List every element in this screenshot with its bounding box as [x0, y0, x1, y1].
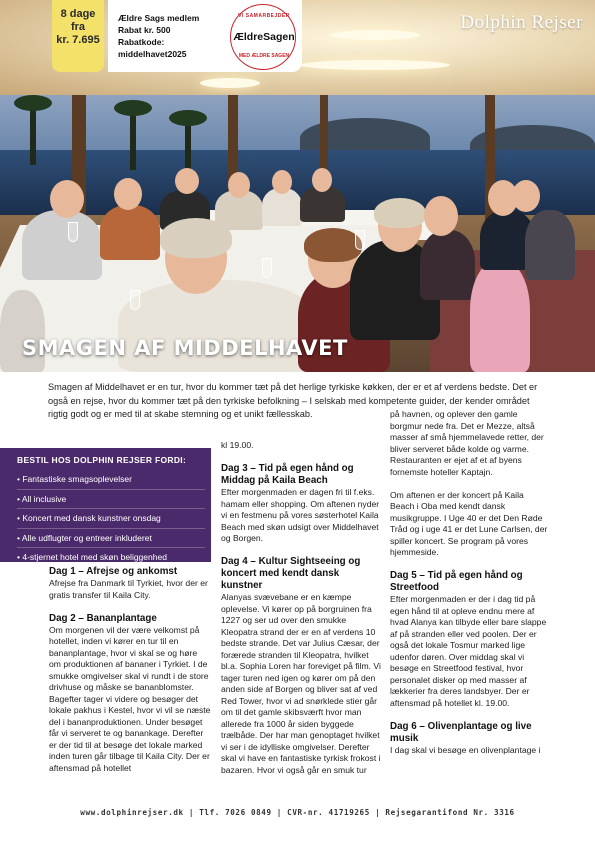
- price-badge: [52, 0, 104, 72]
- seal-bottom-text: MED ÆLDRE SAGEN: [238, 53, 290, 59]
- reasons-title: BESTIL HOS DOLPHIN REJSER FORDI:: [17, 455, 187, 465]
- guest-hair: [304, 228, 362, 262]
- member-discount-text: [118, 12, 218, 60]
- guest: [420, 230, 475, 300]
- guest-head: [114, 178, 142, 210]
- guest: [525, 210, 575, 280]
- guest-head: [175, 168, 199, 194]
- badge-from: fra: [70, 21, 86, 33]
- day-4-text: Alanyas svævebane er en kæmpe oplevelse. Vi kører op på borgruinen fra 1227 og ser ud over den smukke Kleopatra strand der er en af verdens 10 bedste strande. Det var Julius Cæsar, der forærede stranden til Kleopatra, hvilket bl.a. Sophia Loren har foreviget på film. Vi tager turen ned igen og kører om på den anden side af Borgen og bliver sat af ved Red Tower, hvor vi ad snørklede stier går om til det gamle skibsværft hvor man allerede fra 1000 år siden byggede trælbåde. Der har man genoptaget hvilket vi ser i de idylliske omgivelser. Derefter skal vi have en fantastiske tyrkisk frokost i bazaren. Hvor vi også går en smuk tur: [221, 592, 381, 775]
- day-6-heading: Dag 6 – Olivenplantage og live musik: [390, 720, 532, 744]
- wine-glass: [130, 290, 140, 310]
- aeldre-sagen-logo: [230, 4, 296, 70]
- footer-contact: www.dolphinrejser.dk | Tlf. 7026 0849 | CVR-nr. 41719265 | Rejsegarantifond Nr. 3316: [80, 808, 515, 817]
- ceiling-light: [330, 30, 420, 40]
- day-5-heading: Dag 5 – Tid på egen hånd og Streetfood: [390, 570, 523, 593]
- wine-glass: [355, 230, 365, 250]
- wine-glass: [262, 258, 272, 278]
- day-2-heading: Dag 2 – Bananplantage: [49, 612, 157, 624]
- day-4-concert-text: Om aftenen er der koncert på Kaila Beach i Oba med kendt dansk musikgruppe. I Uge 40 er det Den Røde Tråd og i uge 41 er det Lune Carlsen, der spiller koncert. Se program på vores hjemmeside.: [390, 489, 548, 557]
- column-1: [49, 566, 211, 786]
- guest-hair: [374, 198, 426, 228]
- day-3-text: Efter morgenmaden er dagen fri til f.eks. hamam eller shopping. Om aftenen nyder vi en festmenu på vores søsterhotel Kaila Beach med skøn udsigt over Middelhavet og Borgen.: [221, 487, 380, 543]
- badge-price: kr. 7.695: [56, 34, 100, 46]
- member-line: Ældre Sags medlem: [118, 13, 200, 23]
- guest: [470, 260, 530, 372]
- palm-tree: [130, 110, 136, 170]
- badge-days: 8 dage: [60, 8, 96, 20]
- member-discount-box: [108, 0, 302, 72]
- wine-glass: [68, 222, 78, 242]
- palm-tree: [30, 105, 36, 165]
- ceiling-light: [200, 78, 260, 88]
- guest-head: [272, 170, 292, 194]
- reason-item: • 4-stjernet hotel med skøn beliggenhed: [17, 552, 167, 562]
- day-2-text: Om morgenen vil der være velkomst på hotellet, inden vi kører en tur til en bananplantage, hvor vi skal se og høre om produktionen af bananer i Tyrkiet. I de smukke omgivelser skal vi rundt i de store drivhuse og måske se bananblomster. Bagefter tager vi videre og besøger det lokale pakhus i Kestel, hvor vi vil se næste del i bananproduktionen. Under besøget får vi serveret te og banankage. Derefter er der tid til at besøge det lokale marked inden turen går tilbage til Kaila City. Der er aftensmad på hotellet: [49, 624, 211, 773]
- ceiling-light: [300, 60, 450, 70]
- reason-item: • Fantastiske smagsoplevelser: [17, 470, 205, 490]
- reason-item: • All inclusive: [17, 490, 205, 510]
- column-3: [390, 409, 550, 768]
- brand-logo: Dolphin Rejser: [460, 12, 583, 33]
- reasons-box: [0, 448, 211, 562]
- seal-name: ÆldreSagen: [233, 31, 295, 43]
- reason-item: • Alle udflugter og entreer inkluderet: [17, 529, 205, 549]
- day-4-continued: på havnen, og oplever den gamle borgmur nede fra. Det er Mezze, altså masser af små hjemmelavede retter, der bliver serveret både kolde og varme. Restauranten er ejet af et af byens fornemste hoteller Kaptajn.: [390, 409, 544, 477]
- reason-item: • Koncert med dansk kunstner onsdag: [17, 509, 205, 529]
- guest-head: [424, 196, 458, 236]
- discount-line: Rabat kr. 500: [118, 25, 171, 35]
- guest-head: [50, 180, 84, 218]
- day-1-text: Afrejse fra Danmark til Tyrkiet, hvor der er gratis transfer til Kaila City.: [49, 578, 208, 600]
- code-label: Rabatkode:: [118, 37, 165, 47]
- day-4-heading: Dag 4 – Kultur Sightseeing og koncert med kendt dansk kunstner: [221, 556, 361, 591]
- guest-hair: [160, 218, 232, 258]
- guest-head: [228, 172, 250, 198]
- day-2-continued: kl 19.00.: [221, 440, 254, 450]
- day-1-heading: Dag 1 – Afrejse og ankomst: [49, 566, 178, 577]
- page-title: SMAGEN AF MIDDELHAVET: [22, 336, 348, 360]
- day-6-text: I dag skal vi besøge en olivenplantage i: [390, 744, 541, 755]
- guest-head: [512, 180, 540, 212]
- guest-head: [312, 168, 332, 192]
- day-5-text: Efter morgenmaden er der i dag tid på egen hånd til at opleve endnu mere af hvad Alanya kan tilbyde eller bare slappe af på stranden eller ved poolen. Der er også det lokale Tosmur marked lige udenfor døren. Over middag skal vi besøge en Streetfood festival, hvor personalet disker op med masser af lækkerier fra deres landsbyer. Der er aftensmad på hotellet kl. 19.00.: [390, 594, 547, 708]
- intro-paragraph: Smagen af Middelhavet er en tur, hvor du kommer tæt på det herlige tyrkiske køkken, der er et af verdens bedste. Det er også en rejse, hvor du kommer tæt på den tyrkiske befolkning – I selskab med kompetente guider, der kender området rigtig godt og er med til at skabe stemning og et unikt fællesskab.: [48, 382, 538, 419]
- discount-code: middelhavet2025: [118, 49, 187, 59]
- column-2: [221, 440, 383, 788]
- seal-top-text: VI SAMARBEJDER: [238, 13, 290, 19]
- day-3-heading: Dag 3 – Tid på egen hånd og Middag på Kaila Beach: [221, 463, 354, 486]
- guest: [100, 205, 160, 260]
- guest: [22, 210, 102, 280]
